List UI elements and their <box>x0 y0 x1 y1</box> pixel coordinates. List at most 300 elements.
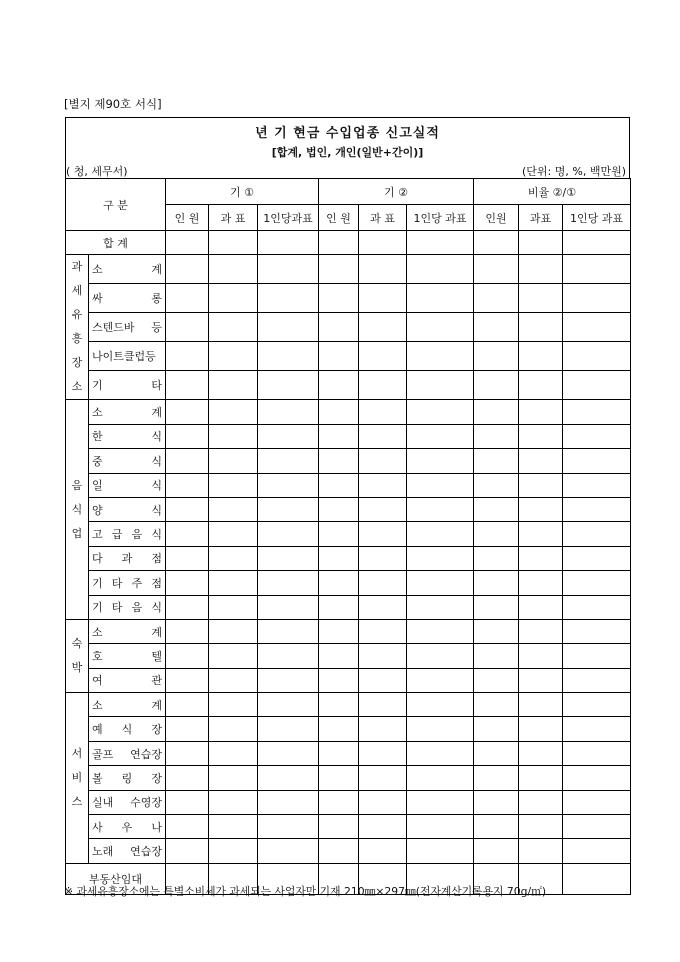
form-subtitle: [합계, 법인, 개인(일반+간이)] <box>271 146 424 159</box>
data-cell[interactable] <box>166 342 209 371</box>
p1-count-header: 인 원 <box>166 205 209 231</box>
data-cell[interactable] <box>258 313 319 342</box>
row-label: 사 우 나 <box>89 815 166 839</box>
data-cell[interactable] <box>166 595 209 619</box>
table-row <box>66 741 631 765</box>
data-cell[interactable] <box>319 497 359 521</box>
data-cell[interactable] <box>209 741 258 765</box>
row-label: 호 텔 <box>89 644 166 668</box>
data-cell[interactable] <box>359 668 407 692</box>
data-cell[interactable] <box>209 839 258 863</box>
data-cell[interactable] <box>519 231 563 255</box>
data-cell[interactable] <box>166 546 209 570</box>
data-cell[interactable] <box>258 342 319 371</box>
data-cell[interactable] <box>519 815 563 839</box>
data-cell[interactable] <box>563 644 631 668</box>
data-cell[interactable] <box>258 571 319 595</box>
row-label: 기 타 주 점 <box>89 571 166 595</box>
data-cell[interactable] <box>209 284 258 313</box>
data-cell[interactable] <box>474 595 519 619</box>
data-cell[interactable] <box>209 424 258 448</box>
data-cell[interactable] <box>474 342 519 371</box>
row-label: 일 식 <box>89 473 166 497</box>
data-cell[interactable] <box>474 571 519 595</box>
table-row <box>66 424 631 448</box>
data-cell[interactable] <box>166 424 209 448</box>
data-cell[interactable] <box>407 424 474 448</box>
data-cell[interactable] <box>359 284 407 313</box>
data-cell[interactable] <box>519 522 563 546</box>
data-cell[interactable] <box>359 255 407 284</box>
data-cell[interactable] <box>407 473 474 497</box>
table-row <box>66 255 631 284</box>
data-cell[interactable] <box>258 595 319 619</box>
data-cell[interactable] <box>209 693 258 717</box>
data-cell[interactable] <box>563 522 631 546</box>
table-row <box>66 693 631 717</box>
data-cell[interactable] <box>359 424 407 448</box>
total-row <box>66 231 631 255</box>
table-row <box>66 522 631 546</box>
data-cell[interactable] <box>258 693 319 717</box>
data-cell[interactable] <box>359 342 407 371</box>
data-cell[interactable] <box>359 839 407 863</box>
data-cell[interactable] <box>209 644 258 668</box>
table-row <box>66 717 631 741</box>
data-cell[interactable] <box>319 400 359 424</box>
data-cell[interactable] <box>166 255 209 284</box>
data-cell[interactable] <box>359 371 407 400</box>
data-cell[interactable] <box>258 815 319 839</box>
row-label: 기 타 음 식 <box>89 595 166 619</box>
data-cell[interactable] <box>258 741 319 765</box>
table-row <box>66 473 631 497</box>
data-cell[interactable] <box>319 313 359 342</box>
data-cell[interactable] <box>209 313 258 342</box>
data-cell[interactable] <box>166 522 209 546</box>
data-cell[interactable] <box>258 790 319 814</box>
p1-per-person-header: 1인당과표 <box>258 205 319 231</box>
data-cell[interactable] <box>519 424 563 448</box>
data-cell[interactable] <box>563 619 631 643</box>
data-cell[interactable] <box>258 473 319 497</box>
data-cell[interactable] <box>474 522 519 546</box>
data-cell[interactable] <box>519 546 563 570</box>
row-label: 스텐드바 등 <box>89 313 166 342</box>
data-cell[interactable] <box>519 313 563 342</box>
data-cell[interactable] <box>474 400 519 424</box>
data-cell[interactable] <box>166 741 209 765</box>
data-cell[interactable] <box>359 815 407 839</box>
table-row <box>66 815 631 839</box>
data-cell[interactable] <box>319 717 359 741</box>
data-cell[interactable] <box>258 668 319 692</box>
data-cell[interactable] <box>319 790 359 814</box>
data-cell[interactable] <box>563 449 631 473</box>
data-cell[interactable] <box>319 619 359 643</box>
table-row <box>66 619 631 643</box>
data-cell[interactable] <box>209 717 258 741</box>
data-cell[interactable] <box>407 693 474 717</box>
table-row <box>66 839 631 863</box>
table-row <box>66 449 631 473</box>
data-cell[interactable] <box>258 255 319 284</box>
data-cell[interactable] <box>166 497 209 521</box>
p2-taxbase-header: 과 표 <box>359 205 407 231</box>
data-cell[interactable] <box>359 546 407 570</box>
data-cell[interactable] <box>519 668 563 692</box>
data-cell[interactable] <box>319 644 359 668</box>
data-cell[interactable] <box>407 255 474 284</box>
data-cell[interactable] <box>407 342 474 371</box>
data-cell[interactable] <box>519 619 563 643</box>
title-frame <box>65 117 630 178</box>
data-cell[interactable] <box>209 342 258 371</box>
group-label-entertainment: 과 세 유 흥 장 소 <box>66 255 89 400</box>
row-label: 다 과 점 <box>89 546 166 570</box>
data-cell[interactable] <box>563 473 631 497</box>
data-cell[interactable] <box>563 400 631 424</box>
table-row <box>66 766 631 790</box>
data-cell[interactable] <box>563 284 631 313</box>
data-cell[interactable] <box>166 693 209 717</box>
data-cell[interactable] <box>407 284 474 313</box>
data-cell[interactable] <box>519 766 563 790</box>
row-label: 여 관 <box>89 668 166 692</box>
data-cell[interactable] <box>319 522 359 546</box>
data-cell[interactable] <box>519 790 563 814</box>
row-label: 노래 연습장 <box>89 839 166 863</box>
group-label-lodging: 숙 박 <box>66 619 89 692</box>
table-row <box>66 546 631 570</box>
data-cell[interactable] <box>209 595 258 619</box>
row-label: 중 식 <box>89 449 166 473</box>
form-title: 년 기 현금 수입업종 신고실적 <box>255 126 440 141</box>
data-cell[interactable] <box>258 400 319 424</box>
table-row <box>66 497 631 521</box>
data-cell[interactable] <box>319 766 359 790</box>
data-cell[interactable] <box>407 839 474 863</box>
data-cell[interactable] <box>474 546 519 570</box>
data-cell[interactable] <box>166 284 209 313</box>
data-cell[interactable] <box>319 668 359 692</box>
data-cell[interactable] <box>474 619 519 643</box>
data-cell[interactable] <box>563 424 631 448</box>
data-cell[interactable] <box>563 790 631 814</box>
data-cell[interactable] <box>474 668 519 692</box>
table-row <box>66 400 631 424</box>
report-table <box>65 178 631 895</box>
data-cell[interactable] <box>359 231 407 255</box>
row-label: 실내 수영장 <box>89 790 166 814</box>
data-cell[interactable] <box>474 815 519 839</box>
data-cell[interactable] <box>474 424 519 448</box>
data-cell[interactable] <box>258 449 319 473</box>
data-cell[interactable] <box>474 231 519 255</box>
data-cell[interactable] <box>166 473 209 497</box>
data-cell[interactable] <box>407 766 474 790</box>
data-cell[interactable] <box>258 717 319 741</box>
data-cell[interactable] <box>407 522 474 546</box>
data-cell[interactable] <box>474 371 519 400</box>
data-cell[interactable] <box>519 717 563 741</box>
row-label: 고 급 음 식 <box>89 522 166 546</box>
data-cell[interactable] <box>319 693 359 717</box>
data-cell[interactable] <box>258 766 319 790</box>
data-cell[interactable] <box>407 571 474 595</box>
data-cell[interactable] <box>166 371 209 400</box>
data-cell[interactable] <box>474 449 519 473</box>
data-cell[interactable] <box>359 741 407 765</box>
table-row <box>66 595 631 619</box>
unit-label: (단위: 명, %, 백만원) <box>522 165 626 178</box>
data-cell[interactable] <box>407 546 474 570</box>
office-label: ( 청, 세무서) <box>66 165 128 178</box>
data-cell[interactable] <box>359 571 407 595</box>
data-cell[interactable] <box>563 668 631 692</box>
data-cell[interactable] <box>359 766 407 790</box>
row-label: 한 식 <box>89 424 166 448</box>
data-cell[interactable] <box>359 717 407 741</box>
data-cell[interactable] <box>474 255 519 284</box>
data-cell[interactable] <box>209 815 258 839</box>
data-cell[interactable] <box>319 839 359 863</box>
data-cell[interactable] <box>407 815 474 839</box>
data-cell[interactable] <box>474 741 519 765</box>
data-cell[interactable] <box>563 741 631 765</box>
data-cell[interactable] <box>166 790 209 814</box>
data-cell[interactable] <box>359 522 407 546</box>
data-cell[interactable] <box>563 595 631 619</box>
data-cell[interactable] <box>519 741 563 765</box>
data-cell[interactable] <box>407 371 474 400</box>
data-cell[interactable] <box>519 595 563 619</box>
data-cell[interactable] <box>563 863 631 894</box>
data-cell[interactable] <box>258 644 319 668</box>
row-label: 골프 연습장 <box>89 741 166 765</box>
data-cell[interactable] <box>407 231 474 255</box>
data-cell[interactable] <box>519 693 563 717</box>
data-cell[interactable] <box>359 313 407 342</box>
data-cell[interactable] <box>407 400 474 424</box>
data-cell[interactable] <box>209 668 258 692</box>
data-cell[interactable] <box>209 400 258 424</box>
row-label: 예 식 장 <box>89 717 166 741</box>
data-cell[interactable] <box>258 284 319 313</box>
data-cell[interactable] <box>407 595 474 619</box>
data-cell[interactable] <box>209 546 258 570</box>
data-cell[interactable] <box>407 741 474 765</box>
data-cell[interactable] <box>319 815 359 839</box>
data-cell[interactable] <box>209 255 258 284</box>
data-cell[interactable] <box>209 766 258 790</box>
data-cell[interactable] <box>166 717 209 741</box>
data-cell[interactable] <box>474 693 519 717</box>
data-cell[interactable] <box>519 449 563 473</box>
data-cell[interactable] <box>519 497 563 521</box>
data-cell[interactable] <box>166 449 209 473</box>
data-cell[interactable] <box>474 497 519 521</box>
data-cell[interactable] <box>407 717 474 741</box>
data-cell[interactable] <box>474 284 519 313</box>
data-cell[interactable] <box>407 668 474 692</box>
data-cell[interactable] <box>209 231 258 255</box>
period1-header: 기 ① <box>166 179 319 205</box>
data-cell[interactable] <box>563 342 631 371</box>
data-cell[interactable] <box>519 400 563 424</box>
data-cell[interactable] <box>166 644 209 668</box>
p2-count-header: 인 원 <box>319 205 359 231</box>
data-cell[interactable] <box>407 313 474 342</box>
row-label: 소 계 <box>89 619 166 643</box>
table-row <box>66 313 631 342</box>
data-cell[interactable] <box>209 571 258 595</box>
data-cell[interactable] <box>319 546 359 570</box>
data-cell[interactable] <box>166 619 209 643</box>
realestate-label: 부동산임대 <box>66 863 166 894</box>
data-cell[interactable] <box>563 717 631 741</box>
data-cell[interactable] <box>519 284 563 313</box>
data-cell[interactable] <box>166 400 209 424</box>
ratio-header: 비율 ②/① <box>474 179 631 205</box>
data-cell[interactable] <box>563 839 631 863</box>
data-cell[interactable] <box>359 400 407 424</box>
data-cell[interactable] <box>319 571 359 595</box>
group-label-service: 서 비 스 <box>66 693 89 864</box>
data-cell[interactable] <box>209 619 258 643</box>
group-label-restaurant: 음 식 업 <box>66 400 89 620</box>
data-cell[interactable] <box>519 839 563 863</box>
row-label: 볼 링 장 <box>89 766 166 790</box>
data-cell[interactable] <box>359 449 407 473</box>
data-cell[interactable] <box>319 595 359 619</box>
row-label: 싸 롱 <box>89 284 166 313</box>
data-cell[interactable] <box>359 473 407 497</box>
data-cell[interactable] <box>519 255 563 284</box>
table-row <box>66 790 631 814</box>
data-cell[interactable] <box>359 595 407 619</box>
data-cell[interactable] <box>519 371 563 400</box>
row-label: 소 계 <box>89 400 166 424</box>
period2-header: 기 ② <box>319 179 474 205</box>
data-cell[interactable] <box>319 473 359 497</box>
data-cell[interactable] <box>319 255 359 284</box>
row-label: 소 계 <box>89 255 166 284</box>
data-cell[interactable] <box>209 790 258 814</box>
data-cell[interactable] <box>319 284 359 313</box>
p1-taxbase-header: 과 표 <box>209 205 258 231</box>
ratio-count-header: 인원 <box>474 205 519 231</box>
data-cell[interactable] <box>407 790 474 814</box>
data-cell[interactable] <box>258 424 319 448</box>
data-cell[interactable] <box>166 839 209 863</box>
data-cell[interactable] <box>319 231 359 255</box>
data-cell[interactable] <box>258 371 319 400</box>
data-cell[interactable] <box>166 668 209 692</box>
data-cell[interactable] <box>563 497 631 521</box>
data-cell[interactable] <box>563 255 631 284</box>
data-cell[interactable] <box>166 815 209 839</box>
table-row <box>66 668 631 692</box>
row-label: 양 식 <box>89 497 166 521</box>
data-cell[interactable] <box>563 313 631 342</box>
table-row <box>66 571 631 595</box>
data-cell[interactable] <box>407 619 474 643</box>
data-cell[interactable] <box>166 571 209 595</box>
data-cell[interactable] <box>474 717 519 741</box>
data-cell[interactable] <box>258 522 319 546</box>
form-number-label: [별지 제90호 서식] <box>64 97 162 111</box>
row-label: 나이트클럽등 <box>89 342 166 371</box>
data-cell[interactable] <box>359 644 407 668</box>
data-cell[interactable] <box>563 546 631 570</box>
data-cell[interactable] <box>519 644 563 668</box>
data-cell[interactable] <box>359 497 407 521</box>
data-cell[interactable] <box>519 571 563 595</box>
table-row <box>66 644 631 668</box>
data-cell[interactable] <box>563 231 631 255</box>
data-cell[interactable] <box>166 313 209 342</box>
header-row-1 <box>66 179 631 205</box>
data-cell[interactable] <box>319 342 359 371</box>
data-cell[interactable] <box>258 619 319 643</box>
data-cell[interactable] <box>563 571 631 595</box>
data-cell[interactable] <box>563 766 631 790</box>
data-cell[interactable] <box>407 644 474 668</box>
data-cell[interactable] <box>474 473 519 497</box>
data-cell[interactable] <box>209 522 258 546</box>
data-cell[interactable] <box>359 619 407 643</box>
p2-per-person-header: 1인당 과표 <box>407 205 474 231</box>
row-label: 기 타 <box>89 371 166 400</box>
table-row <box>66 284 631 313</box>
data-cell[interactable] <box>209 473 258 497</box>
data-cell[interactable] <box>474 313 519 342</box>
data-cell[interactable] <box>258 546 319 570</box>
data-cell[interactable] <box>209 449 258 473</box>
data-cell[interactable] <box>519 473 563 497</box>
data-cell[interactable] <box>563 815 631 839</box>
ratio-taxbase-header: 과표 <box>519 205 563 231</box>
data-cell[interactable] <box>319 449 359 473</box>
ratio-per-person-header: 1인당 과표 <box>563 205 631 231</box>
data-cell[interactable] <box>166 231 209 255</box>
data-cell[interactable] <box>209 371 258 400</box>
data-cell[interactable] <box>519 342 563 371</box>
data-cell[interactable] <box>474 790 519 814</box>
data-cell[interactable] <box>209 497 258 521</box>
data-cell[interactable] <box>407 497 474 521</box>
footnote: ※ 과세유흥장소에는 특별소비세가 과세되는 사업자만 기재 210㎜×297㎜(전자계산기록용지 70g/㎡) <box>64 885 547 898</box>
data-cell[interactable] <box>474 839 519 863</box>
data-cell[interactable] <box>359 693 407 717</box>
data-cell[interactable] <box>258 497 319 521</box>
row-label: 소 계 <box>89 693 166 717</box>
data-cell[interactable] <box>166 766 209 790</box>
data-cell[interactable] <box>258 839 319 863</box>
data-cell[interactable] <box>258 231 319 255</box>
data-cell[interactable] <box>359 790 407 814</box>
data-cell[interactable] <box>563 693 631 717</box>
data-cell[interactable] <box>407 449 474 473</box>
data-cell[interactable] <box>319 741 359 765</box>
category-header: 구 분 <box>66 179 166 231</box>
data-cell[interactable] <box>474 766 519 790</box>
data-cell[interactable] <box>474 644 519 668</box>
data-cell[interactable] <box>319 424 359 448</box>
data-cell[interactable] <box>563 371 631 400</box>
data-cell[interactable] <box>319 371 359 400</box>
